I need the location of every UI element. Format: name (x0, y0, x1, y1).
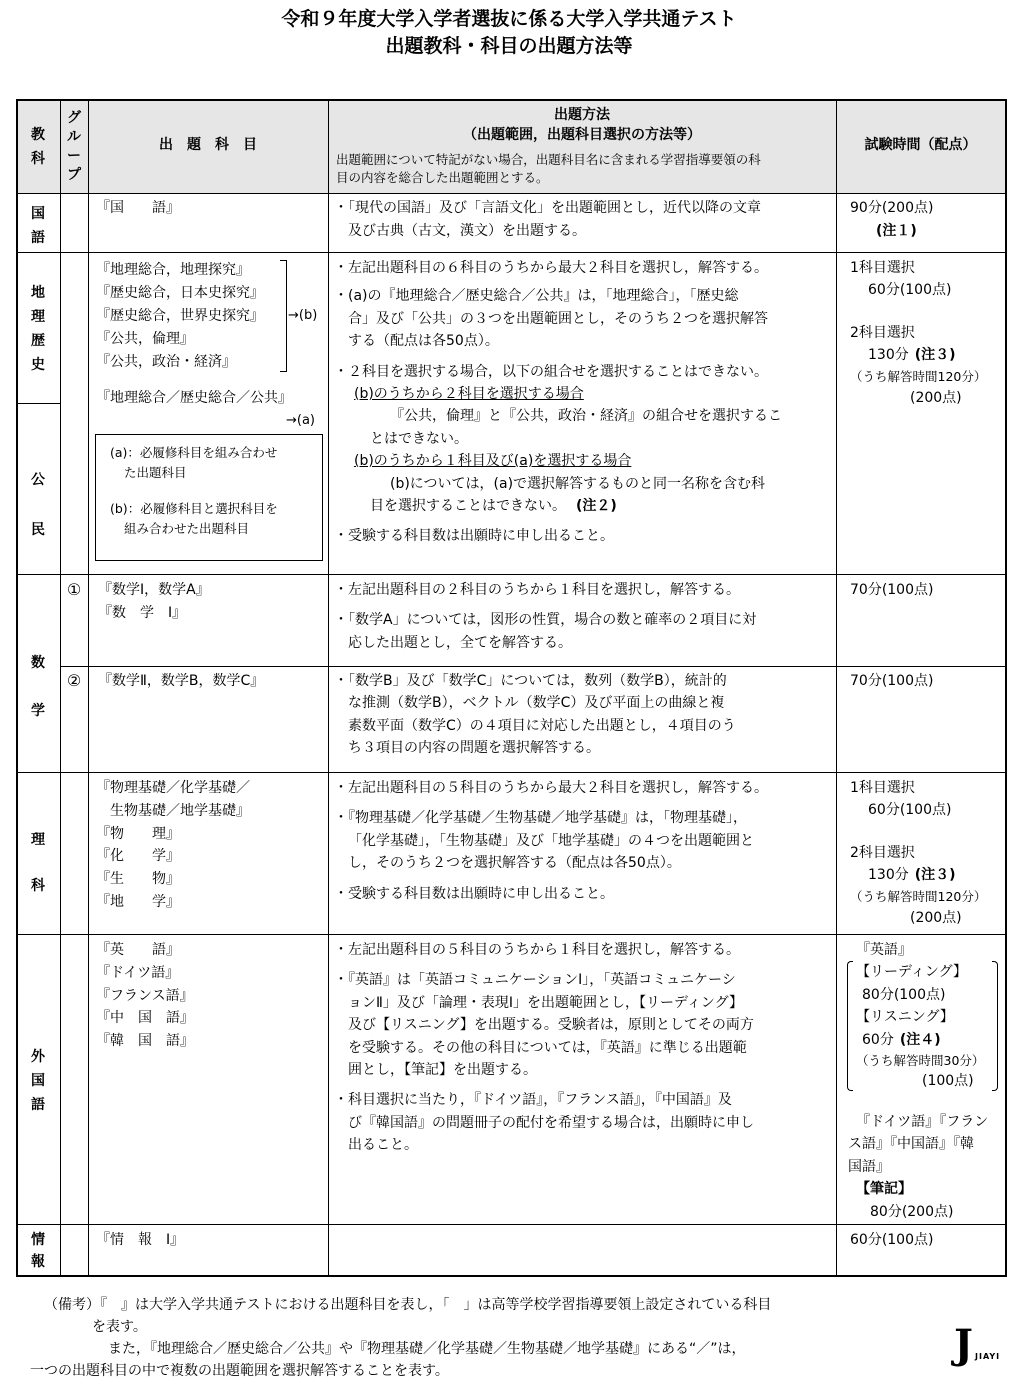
note-4: 一つの出題科目の中で複数の出題範囲を選択解答することを表す。 (30, 1363, 449, 1379)
joho-kyoka-2: 報 (31, 1254, 45, 1270)
rika-subject-2: 『物 理』 (96, 825, 180, 842)
chireki-t2: 60分(100点) (868, 282, 952, 299)
joho-subject: 『情 報 Ⅰ』 (96, 1232, 185, 1248)
chireki-t5: （うち解答時間120分） (850, 368, 987, 384)
chireki-m4: ・受験する科目数は出願時に申し出ること。 (334, 528, 614, 545)
chireki-m2a: ・(a)の『地理総合／歴史総合／公共』は，「地理総合」，「歴史総 (334, 288, 739, 305)
header-time: 試験時間（配点） (864, 137, 977, 153)
rika-subject-3: 『化 学』 (96, 848, 180, 865)
sugaku-group-2: ② (66, 671, 82, 690)
gaikokugo-m2d: を受験する。その他の科目については，『英語』に準じる出題範 (348, 1039, 747, 1056)
kokugo-method-1: ・「現代の国語」及び「言語文化」を出題範囲とし，近代以降の文章 (334, 200, 761, 216)
rika-m2a: ・『物理基礎／化学基礎／生物基礎／地学基礎』は，「物理基礎」， (334, 810, 747, 827)
rika-m3: ・受験する科目数は出願時に申し出ること。 (334, 885, 614, 902)
header-kyoka-2: 科 (31, 151, 45, 167)
note-1: （備考）『 』は大学入学共通テストにおける出題科目を表し，「 」は高等学校学習指導要領上設定されている科目 (44, 1297, 772, 1313)
rika-subject-1: 『物理基礎／化学基礎／ (96, 780, 250, 796)
sugaku-subject-1a: 『数学Ⅰ，数学A』 (98, 582, 210, 598)
chireki-kyoka-3: 歴 (31, 333, 45, 349)
chireki-kyoka-4: 史 (31, 357, 45, 373)
chireki-m3a: 『公共，倫理』と『公共，政治・経済』の組合せを選択するこ (390, 408, 782, 425)
sugaku-t1: 70分(100点) (850, 582, 934, 598)
note-3: また，『地理総合／歴史総合／公共』や『物理基礎／化学基礎／生物基礎／地学基礎』にある“／”は， (108, 1341, 746, 1357)
gaikokugo-t12: 80分(200点) (870, 1203, 954, 1220)
subjects-table (16, 99, 1007, 1277)
header-method-note-2: 目の内容を総合した出題範囲とする。 (336, 170, 549, 185)
chireki-subject-4: 『公共，倫理』 (96, 331, 194, 347)
chireki-m2c: する（配点は各50点）。 (348, 333, 499, 350)
chireki-subject-a: 『地理総合／歴史総合／公共』 (96, 390, 292, 406)
gaikokugo-m3b: び『韓国語』の問題冊子の配付を希望する場合は，出願時に申し (348, 1114, 754, 1131)
header-method-sub: （出題範囲，出題科目選択の方法等） (463, 127, 701, 143)
chireki-m2b: 合」及び「公共」の３つを出題範囲とし，そのうち２つを選択解答 (348, 310, 768, 327)
kokugo-subject: 『国 語』 (96, 200, 180, 216)
gaikokugo-m1: ・左記出題科目の５科目のうちから１科目を選択し，解答する。 (334, 942, 740, 958)
joho-time: 60分(100点) (850, 1232, 934, 1248)
header-group-1: グ (67, 110, 81, 126)
gaikokugo-t6: （うち解答時間30分） (856, 1053, 985, 1069)
header-group-3: ー (67, 148, 81, 164)
page-title: 令和９年度大学入学者選抜に係る大学入学共通テスト (281, 8, 737, 30)
sugaku-kyoka-2: 学 (31, 703, 45, 719)
gaikokugo-subject-4: 『中 国 語』 (96, 1010, 194, 1027)
gaikokugo-t2: 【リーディング】 (856, 964, 968, 981)
chireki-t4: 130分 (868, 347, 909, 364)
chireki-m1: ・左記出題科目の６科目のうちから最大２科目を選択し，解答する。 (334, 260, 768, 276)
chireki-m3d: 目を選択することはできない。 (370, 498, 566, 515)
rika-subject-4: 『生 物』 (96, 871, 180, 888)
chireki-note2: (注２) (576, 498, 617, 515)
sugaku-m2b: 応した出題とし，全てを解答する。 (348, 634, 572, 651)
note-2: を表す。 (92, 1319, 147, 1335)
rika-note3: (注３) (914, 867, 956, 884)
kokugo-time: 90分(200点) (850, 200, 934, 216)
gaikokugo-t8: 『ドイツ語』『フラン (856, 1114, 989, 1131)
sugaku-m3b: な推測（数学B），ベクトル（数学C）及び平面上の曲線と複 (348, 695, 725, 712)
gaikokugo-t9: ス語』『中国語』『韓 (848, 1136, 974, 1153)
chireki-m3: ・２科目を選択する場合，以下の組合せを選択することはできない。 (334, 363, 768, 380)
chireki-t6: (200点) (910, 389, 962, 406)
sugaku-m3c: 素数平面（数学C）の４項目に対応した出題とし，４項目のう (348, 717, 736, 734)
rika-t6: (200点) (910, 909, 962, 926)
english-bracket-left (847, 961, 853, 1091)
sugaku-m3a: ・「数学B」及び「数学C」については，数列（数学B），統計的 (334, 673, 727, 689)
sugaku-t2: 70分(100点) (850, 673, 934, 689)
rika-t5: （うち解答時間120分） (850, 888, 987, 904)
gaikokugo-t11: 【筆記】 (856, 1181, 912, 1198)
chireki-t1: 1科目選択 (850, 260, 915, 276)
arrow-a: →(a) (286, 413, 316, 428)
english-bracket-right (992, 961, 998, 1091)
legend-a-2: た出題科目 (124, 465, 187, 480)
kokugo-time-note: (注１) (876, 222, 917, 239)
chireki-kyoka-1: 地 (31, 285, 45, 301)
notes (30, 1294, 994, 1382)
legend-b-1: (b)：必履修科目と選択科目を (110, 501, 278, 516)
kokugo-kyoka-2: 語 (31, 230, 45, 246)
logo-text: JIAYI (975, 1352, 1001, 1361)
gaikokugo-kyoka-3: 語 (31, 1097, 45, 1113)
header-kamoku: 出 題 科 目 (159, 137, 257, 153)
chireki-subject-1: 『地理総合，地理探究』 (96, 262, 250, 278)
sugaku-m3d: ち３項目の内容の問題を選択解答する。 (348, 740, 600, 757)
chireki-m3u1: (b)のうちから２科目を選択する場合 (354, 386, 584, 403)
gaikokugo-t5: 60分 (862, 1031, 894, 1048)
header-method-note-1: 出題範囲について特記がない場合，出題科目名に含まれる学習指導要領の科 (336, 152, 761, 167)
rika-t3: 2科目選択 (850, 844, 915, 861)
gaikokugo-subject-3: 『フランス語』 (96, 987, 194, 1004)
kokugo-kyoka-1: 国 (31, 206, 45, 222)
sugaku-m1: ・左記出題科目の２科目のうちから１科目を選択し，解答する。 (334, 582, 740, 598)
header-group-4: プ (67, 167, 81, 183)
header-kyoka-1: 教 (31, 127, 45, 143)
header-group-2: ル (67, 129, 81, 145)
chireki-subject-2: 『歴史総合，日本史探究』 (96, 285, 264, 301)
gaikokugo-kyoka-2: 国 (31, 1073, 45, 1089)
rika-subject-5: 『地 学』 (96, 893, 180, 910)
komin-kyoka-1: 公 (31, 472, 45, 488)
rika-m2c: し，そのうち２つを選択解答する（配点は各50点）。 (348, 855, 681, 872)
arrow-b: →(b) (288, 308, 318, 323)
logo-mark: J (954, 1321, 973, 1368)
gaikokugo-m3c: 出ること。 (348, 1137, 418, 1154)
gaikokugo-t7: (100点) (922, 1073, 974, 1090)
gaikokugo-m2c: 及び【リスニング】を出題する。受験者は，原則としてその両方 (348, 1017, 754, 1034)
sugaku-m2a: ・「数学A」については，図形の性質，場合の数と確率の２項目に対 (334, 612, 757, 629)
chireki-subject-5: 『公共，政治・経済』 (96, 354, 236, 370)
gaikokugo-kyoka-1: 外 (31, 1049, 45, 1065)
chireki-t3: 2科目選択 (850, 324, 915, 341)
sugaku-kyoka-1: 数 (31, 655, 45, 671)
legend-a-1: (a)：必履修科目を組み合わせ (110, 445, 278, 460)
gaikokugo-subject-5: 『韓 国 語』 (96, 1033, 194, 1050)
gaikokugo-subject-1: 『英 語』 (96, 942, 180, 958)
sugaku-group-1: ① (66, 580, 82, 599)
rika-t4: 130分 (868, 867, 909, 884)
gaikokugo-note4: (注４) (899, 1031, 941, 1048)
rika-kyoka-1: 理 (31, 832, 45, 848)
gaikokugo-t4: 【リスニング】 (856, 1009, 954, 1026)
rika-m2b: 「化学基礎」，「生物基礎」及び「地学基礎」の４つを出題範囲と (348, 832, 754, 849)
kokugo-method-2: 及び古典（古文，漢文）を出題する。 (348, 222, 586, 239)
sugaku-subject-2: 『数学Ⅱ，数学B，数学C』 (98, 673, 265, 689)
gaikokugo-m2b: ョンⅡ」及び「論理・表現Ⅰ」を出題範囲とし，【リーディング】 (348, 994, 744, 1011)
chireki-m3b: とはできない。 (370, 430, 468, 447)
page-subtitle: 出題教科・科目の出題方法等 (385, 35, 633, 57)
chireki-kyoka-2: 理 (31, 309, 45, 325)
header-method-title: 出題方法 (554, 107, 610, 123)
bracket-b (280, 260, 287, 372)
gaikokugo-t3: 80分(100点) (862, 986, 946, 1003)
gaikokugo-subject-2: 『ドイツ語』 (96, 964, 180, 981)
gaikokugo-m2a: ・『英語』は「英語コミュニケーションⅠ」，「英語コミュニケーシ (334, 972, 736, 989)
legend-b-2: 組み合わせた出題科目 (124, 521, 250, 536)
gaikokugo-m3a: ・科目選択に当たり，『ドイツ語』，『フランス語』，『中国語』及 (334, 1092, 732, 1109)
chireki-subject-3: 『歴史総合，世界史探究』 (96, 308, 264, 324)
gaikokugo-t10: 国語』 (848, 1158, 890, 1175)
sugaku-subject-1b: 『数 学 Ⅰ』 (98, 604, 187, 621)
chireki-m3u2: (b)のうちから１科目及び(a)を選択する場合 (354, 453, 632, 470)
chireki-note3: (注３) (914, 347, 956, 364)
gaikokugo-m2e: 囲とし，【筆記】を出題する。 (348, 1062, 537, 1079)
rika-kyoka-2: 科 (31, 878, 45, 894)
rika-t1: 1科目選択 (850, 780, 915, 796)
joho-kyoka-1: 情 (31, 1232, 45, 1248)
rika-m1: ・左記出題科目の５科目のうちから最大２科目を選択し，解答する。 (334, 780, 768, 796)
gaikokugo-t1: 『英語』 (856, 942, 912, 958)
rika-t2: 60分(100点) (868, 802, 952, 819)
chireki-m3c: (b)については，(a)で選択解答するものと同一名称を含む科 (390, 475, 766, 492)
rika-subject-1b: 生物基礎／地学基礎』 (110, 802, 250, 819)
komin-kyoka-2: 民 (31, 522, 45, 538)
